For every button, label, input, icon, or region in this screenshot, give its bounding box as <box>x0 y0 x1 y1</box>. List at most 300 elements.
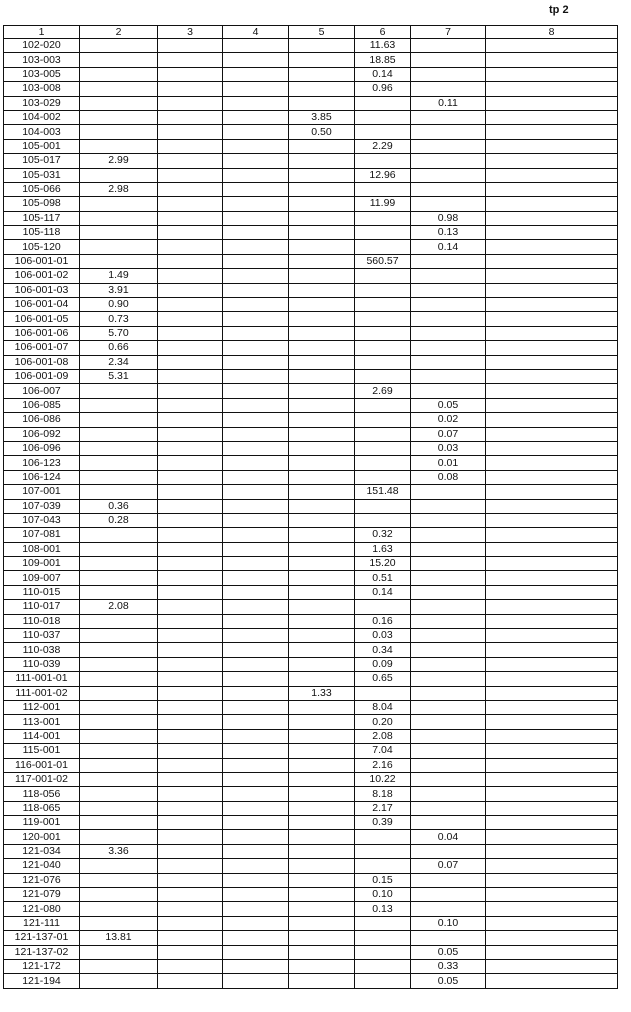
col-2-cell <box>80 873 158 887</box>
table-row <box>4 269 618 283</box>
col-5-cell <box>289 413 355 427</box>
col-2-cell <box>80 585 158 599</box>
col-8-cell <box>486 974 618 988</box>
row-code-cell: 116-001-01 <box>4 758 80 772</box>
row-code-cell: 105-120 <box>4 240 80 254</box>
col-7-cell <box>411 873 486 887</box>
col-5-cell <box>289 629 355 643</box>
col-6-cell <box>355 600 411 614</box>
col-6-cell <box>355 916 411 930</box>
col-8-cell <box>486 758 618 772</box>
col-5-cell <box>289 499 355 513</box>
col-7-cell <box>411 197 486 211</box>
col-4-cell <box>223 240 289 254</box>
col-3-cell <box>158 96 223 110</box>
col-3-cell <box>158 830 223 844</box>
col-8-cell <box>486 67 618 81</box>
col-5-cell <box>289 240 355 254</box>
col-5-cell <box>289 672 355 686</box>
col-5-cell <box>289 269 355 283</box>
table-row <box>4 427 618 441</box>
col-4-cell <box>223 888 289 902</box>
table-row <box>4 614 618 628</box>
col-2-cell <box>80 485 158 499</box>
table-row <box>4 398 618 412</box>
col-8-cell <box>486 456 618 470</box>
col-4-cell <box>223 614 289 628</box>
col-7-cell: 0.11 <box>411 96 486 110</box>
col-3-cell <box>158 931 223 945</box>
col-5-cell <box>289 226 355 240</box>
col-5-cell <box>289 758 355 772</box>
col-3-cell <box>158 125 223 139</box>
col-2-cell: 3.91 <box>80 283 158 297</box>
col-6-cell: 0.96 <box>355 82 411 96</box>
row-code-cell: 121-080 <box>4 902 80 916</box>
column-header-8: 8 <box>486 26 618 39</box>
col-2-cell <box>80 700 158 714</box>
row-code-cell: 105-031 <box>4 168 80 182</box>
table-row <box>4 82 618 96</box>
col-4-cell <box>223 931 289 945</box>
col-7-cell: 0.01 <box>411 456 486 470</box>
col-6-cell: 560.57 <box>355 254 411 268</box>
col-2-cell <box>80 211 158 225</box>
col-5-cell <box>289 384 355 398</box>
col-6-cell: 15.20 <box>355 557 411 571</box>
col-4-cell <box>223 499 289 513</box>
col-5-cell <box>289 643 355 657</box>
col-8-cell <box>486 787 618 801</box>
col-3-cell <box>158 110 223 124</box>
col-3-cell <box>158 369 223 383</box>
col-8-cell <box>486 557 618 571</box>
col-6-cell: 11.99 <box>355 197 411 211</box>
col-6-cell <box>355 96 411 110</box>
col-5-cell <box>289 729 355 743</box>
table-row <box>4 369 618 383</box>
col-2-cell <box>80 413 158 427</box>
col-5-cell <box>289 542 355 556</box>
table-row <box>4 672 618 686</box>
table-row <box>4 557 618 571</box>
col-3-cell <box>158 456 223 470</box>
col-7-cell <box>411 67 486 81</box>
col-5-cell <box>289 82 355 96</box>
col-4-cell <box>223 787 289 801</box>
col-7-cell <box>411 168 486 182</box>
row-code-cell: 106-001-09 <box>4 369 80 383</box>
col-5-cell <box>289 441 355 455</box>
col-8-cell <box>486 844 618 858</box>
col-8-cell <box>486 830 618 844</box>
col-8-cell <box>486 816 618 830</box>
column-header-2: 2 <box>80 26 158 39</box>
col-5-cell <box>289 801 355 815</box>
table-row <box>4 758 618 772</box>
col-4-cell <box>223 902 289 916</box>
col-3-cell <box>158 700 223 714</box>
table-row <box>4 859 618 873</box>
col-6-cell: 7.04 <box>355 744 411 758</box>
col-8-cell <box>486 39 618 53</box>
col-2-cell <box>80 39 158 53</box>
table-row <box>4 197 618 211</box>
col-2-cell <box>80 96 158 110</box>
col-4-cell <box>223 916 289 930</box>
table-row <box>4 53 618 67</box>
col-7-cell: 0.05 <box>411 974 486 988</box>
col-5-cell <box>289 197 355 211</box>
table-row <box>4 700 618 714</box>
col-4-cell <box>223 269 289 283</box>
row-code-cell: 106-096 <box>4 441 80 455</box>
col-2-cell <box>80 168 158 182</box>
col-7-cell <box>411 182 486 196</box>
table-row <box>4 830 618 844</box>
col-3-cell <box>158 427 223 441</box>
col-4-cell <box>223 456 289 470</box>
table-row <box>4 326 618 340</box>
col-5-cell <box>289 916 355 930</box>
table-row <box>4 816 618 830</box>
col-2-cell <box>80 110 158 124</box>
col-8-cell <box>486 614 618 628</box>
col-6-cell: 10.22 <box>355 772 411 786</box>
col-2-cell: 1.49 <box>80 269 158 283</box>
row-code-cell: 103-005 <box>4 67 80 81</box>
col-3-cell <box>158 82 223 96</box>
col-6-cell <box>355 499 411 513</box>
col-7-cell <box>411 53 486 67</box>
col-5-cell <box>289 830 355 844</box>
row-code-cell: 106-124 <box>4 470 80 484</box>
column-header-4: 4 <box>223 26 289 39</box>
col-2-cell <box>80 916 158 930</box>
col-7-cell <box>411 341 486 355</box>
row-code-cell: 106-123 <box>4 456 80 470</box>
col-2-cell <box>80 859 158 873</box>
col-6-cell <box>355 413 411 427</box>
row-code-cell: 107-043 <box>4 513 80 527</box>
row-code-cell: 121-194 <box>4 974 80 988</box>
table-row <box>4 960 618 974</box>
col-2-cell <box>80 902 158 916</box>
table-row <box>4 499 618 513</box>
col-3-cell <box>158 816 223 830</box>
col-6-cell: 18.85 <box>355 53 411 67</box>
col-7-cell <box>411 542 486 556</box>
col-7-cell <box>411 125 486 139</box>
col-3-cell <box>158 39 223 53</box>
table-row <box>4 413 618 427</box>
col-8-cell <box>486 82 618 96</box>
col-6-cell: 0.20 <box>355 715 411 729</box>
col-5-cell <box>289 355 355 369</box>
col-4-cell <box>223 585 289 599</box>
col-8-cell <box>486 542 618 556</box>
col-6-cell <box>355 513 411 527</box>
col-4-cell <box>223 398 289 412</box>
col-5-cell <box>289 960 355 974</box>
row-code-cell: 121-079 <box>4 888 80 902</box>
row-code-cell: 104-003 <box>4 125 80 139</box>
col-4-cell <box>223 96 289 110</box>
row-code-cell: 121-076 <box>4 873 80 887</box>
row-code-cell: 106-001-03 <box>4 283 80 297</box>
table-row <box>4 844 618 858</box>
col-8-cell <box>486 226 618 240</box>
col-3-cell <box>158 974 223 988</box>
col-2-cell <box>80 672 158 686</box>
col-5-cell <box>289 67 355 81</box>
table-row <box>4 485 618 499</box>
col-4-cell <box>223 53 289 67</box>
col-6-cell: 0.39 <box>355 816 411 830</box>
col-2-cell <box>80 456 158 470</box>
col-7-cell: 0.08 <box>411 470 486 484</box>
row-code-cell: 106-001-08 <box>4 355 80 369</box>
col-2-cell <box>80 772 158 786</box>
col-4-cell <box>223 110 289 124</box>
col-7-cell: 0.07 <box>411 859 486 873</box>
row-code-cell: 121-137-01 <box>4 931 80 945</box>
table-row <box>4 355 618 369</box>
table-row <box>4 571 618 585</box>
row-code-cell: 103-029 <box>4 96 80 110</box>
col-5-cell <box>289 39 355 53</box>
col-5-cell <box>289 557 355 571</box>
col-7-cell: 0.33 <box>411 960 486 974</box>
col-2-cell: 2.98 <box>80 182 158 196</box>
col-7-cell: 0.05 <box>411 945 486 959</box>
col-6-cell: 1.63 <box>355 542 411 556</box>
col-5-cell <box>289 859 355 873</box>
table-row <box>4 715 618 729</box>
table-row <box>4 542 618 556</box>
col-6-cell <box>355 326 411 340</box>
row-code-cell: 106-085 <box>4 398 80 412</box>
table-row <box>4 341 618 355</box>
col-5-cell <box>289 873 355 887</box>
col-5-cell <box>289 283 355 297</box>
table-row <box>4 513 618 527</box>
col-4-cell <box>223 643 289 657</box>
col-2-cell <box>80 67 158 81</box>
table-row <box>4 470 618 484</box>
col-3-cell <box>158 341 223 355</box>
col-7-cell <box>411 326 486 340</box>
col-3-cell <box>158 600 223 614</box>
table-row <box>4 226 618 240</box>
col-2-cell: 0.36 <box>80 499 158 513</box>
row-code-cell: 106-001-04 <box>4 298 80 312</box>
table-row <box>4 931 618 945</box>
row-code-cell: 121-034 <box>4 844 80 858</box>
col-7-cell <box>411 557 486 571</box>
col-3-cell <box>158 758 223 772</box>
col-4-cell <box>223 67 289 81</box>
table-row <box>4 528 618 542</box>
col-7-cell <box>411 744 486 758</box>
row-code-cell: 105-117 <box>4 211 80 225</box>
col-7-cell <box>411 485 486 499</box>
table-row <box>4 154 618 168</box>
col-3-cell <box>158 182 223 196</box>
col-4-cell <box>223 772 289 786</box>
col-6-cell: 12.96 <box>355 168 411 182</box>
col-4-cell <box>223 557 289 571</box>
row-code-cell: 105-017 <box>4 154 80 168</box>
col-3-cell <box>158 470 223 484</box>
row-code-cell: 118-056 <box>4 787 80 801</box>
col-6-cell <box>355 240 411 254</box>
row-code-cell: 110-015 <box>4 585 80 599</box>
col-7-cell <box>411 614 486 628</box>
col-8-cell <box>486 571 618 585</box>
table-row <box>4 441 618 455</box>
col-6-cell <box>355 341 411 355</box>
col-4-cell <box>223 298 289 312</box>
col-4-cell <box>223 715 289 729</box>
row-code-cell: 106-086 <box>4 413 80 427</box>
col-4-cell <box>223 758 289 772</box>
col-5-cell <box>289 844 355 858</box>
table-row <box>4 744 618 758</box>
col-7-cell <box>411 298 486 312</box>
table-row <box>4 686 618 700</box>
col-2-cell <box>80 686 158 700</box>
table-row <box>4 902 618 916</box>
table-row <box>4 211 618 225</box>
col-3-cell <box>158 211 223 225</box>
col-3-cell <box>158 312 223 326</box>
col-7-cell: 0.02 <box>411 413 486 427</box>
col-6-cell: 0.65 <box>355 672 411 686</box>
col-3-cell <box>158 729 223 743</box>
col-2-cell <box>80 744 158 758</box>
col-6-cell: 2.16 <box>355 758 411 772</box>
col-7-cell <box>411 729 486 743</box>
col-2-cell <box>80 758 158 772</box>
col-7-cell <box>411 82 486 96</box>
row-code-cell: 106-092 <box>4 427 80 441</box>
table-row <box>4 298 618 312</box>
col-8-cell <box>486 729 618 743</box>
col-2-cell: 2.34 <box>80 355 158 369</box>
col-8-cell <box>486 154 618 168</box>
col-3-cell <box>158 384 223 398</box>
col-6-cell <box>355 960 411 974</box>
col-3-cell <box>158 557 223 571</box>
col-8-cell <box>486 715 618 729</box>
col-8-cell <box>486 427 618 441</box>
col-3-cell <box>158 902 223 916</box>
col-8-cell <box>486 53 618 67</box>
page-label: tp 2 <box>549 4 569 16</box>
col-7-cell <box>411 254 486 268</box>
col-5-cell <box>289 657 355 671</box>
col-4-cell <box>223 960 289 974</box>
col-4-cell <box>223 82 289 96</box>
col-3-cell <box>158 960 223 974</box>
col-4-cell <box>223 197 289 211</box>
col-5-cell <box>289 585 355 599</box>
col-8-cell <box>486 600 618 614</box>
col-2-cell <box>80 240 158 254</box>
col-2-cell <box>80 945 158 959</box>
col-7-cell <box>411 384 486 398</box>
col-7-cell <box>411 269 486 283</box>
col-4-cell <box>223 513 289 527</box>
col-7-cell <box>411 600 486 614</box>
col-4-cell <box>223 729 289 743</box>
col-5-cell <box>289 700 355 714</box>
col-6-cell: 0.14 <box>355 585 411 599</box>
col-6-cell <box>355 298 411 312</box>
col-4-cell <box>223 686 289 700</box>
table-row <box>4 888 618 902</box>
row-code-cell: 121-137-02 <box>4 945 80 959</box>
col-4-cell <box>223 369 289 383</box>
col-4-cell <box>223 528 289 542</box>
table-row <box>4 974 618 988</box>
col-7-cell <box>411 110 486 124</box>
col-8-cell <box>486 269 618 283</box>
col-8-cell <box>486 629 618 643</box>
col-4-cell <box>223 801 289 815</box>
col-2-cell <box>80 643 158 657</box>
col-7-cell <box>411 629 486 643</box>
row-code-cell: 108-001 <box>4 542 80 556</box>
table-row <box>4 945 618 959</box>
col-8-cell <box>486 312 618 326</box>
col-7-cell: 0.14 <box>411 240 486 254</box>
col-6-cell <box>355 312 411 326</box>
col-8-cell <box>486 643 618 657</box>
col-7-cell <box>411 700 486 714</box>
col-2-cell: 0.90 <box>80 298 158 312</box>
col-7-cell <box>411 672 486 686</box>
col-2-cell <box>80 629 158 643</box>
col-6-cell <box>355 974 411 988</box>
col-5-cell <box>289 96 355 110</box>
col-5-cell <box>289 456 355 470</box>
row-code-cell: 110-037 <box>4 629 80 643</box>
col-7-cell <box>411 758 486 772</box>
col-5-cell <box>289 772 355 786</box>
col-8-cell <box>486 197 618 211</box>
col-4-cell <box>223 485 289 499</box>
col-6-cell: 11.63 <box>355 39 411 53</box>
row-code-cell: 103-008 <box>4 82 80 96</box>
col-6-cell: 0.10 <box>355 888 411 902</box>
col-3-cell <box>158 67 223 81</box>
col-7-cell: 0.10 <box>411 916 486 930</box>
table-row <box>4 384 618 398</box>
col-2-cell <box>80 197 158 211</box>
col-8-cell <box>486 744 618 758</box>
col-5-cell <box>289 974 355 988</box>
col-4-cell <box>223 873 289 887</box>
col-2-cell: 5.70 <box>80 326 158 340</box>
col-6-cell <box>355 830 411 844</box>
col-7-cell: 0.98 <box>411 211 486 225</box>
col-8-cell <box>486 916 618 930</box>
col-4-cell <box>223 154 289 168</box>
col-3-cell <box>158 139 223 153</box>
col-2-cell <box>80 441 158 455</box>
